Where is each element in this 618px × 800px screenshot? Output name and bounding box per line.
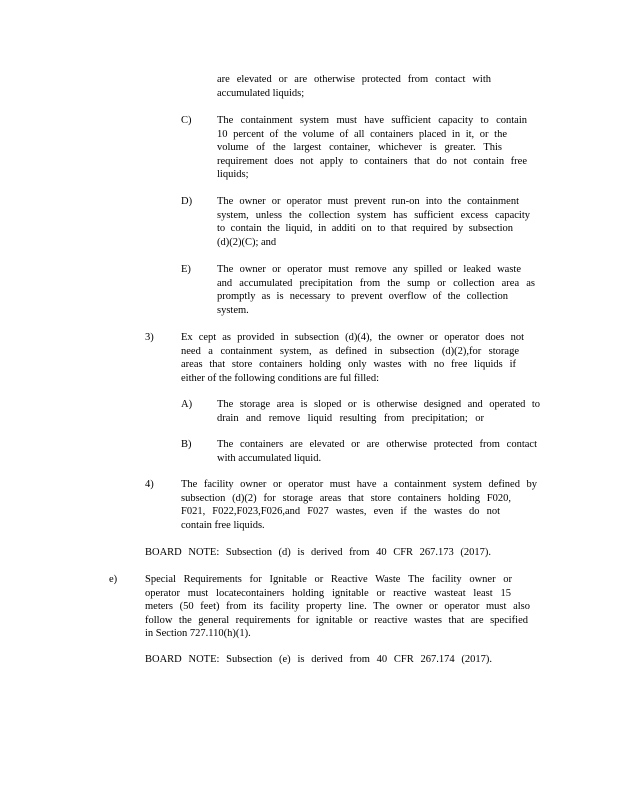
item-label-3: 3) xyxy=(145,332,154,343)
item-label-c: C) xyxy=(181,115,192,126)
text-line: contain free liquids. xyxy=(181,519,265,531)
text-line: volume of the largest container, whichever is greater. This xyxy=(217,142,502,154)
item-4-text xyxy=(181,478,537,532)
text-line: in Section 727.110(h)(1). xyxy=(145,628,251,640)
item-label-d: D) xyxy=(181,196,193,207)
text-line: subsection (d)(2) for storage areas that store containers holding F020, xyxy=(181,492,511,504)
text-line: The owner or operator must remove any spilled or leaked waste xyxy=(217,264,521,275)
text-line: F021, F022,F023,F026,and F027 wastes, even if the wastes do not xyxy=(181,506,500,518)
text-line: The storage area is sloped or is otherwise designed and operated to xyxy=(217,399,540,410)
text-line: 10 percent of the volume of all containers placed in it, or the xyxy=(217,128,507,140)
text-line: The containment system must have sufficient capacity to contain xyxy=(217,115,527,126)
text-line: system, unless the collection system has sufficient excess capacity xyxy=(217,209,530,221)
item-e-text xyxy=(217,263,535,317)
text-line: BOARD NOTE: Subsection (d) is derived from 40 CFR 267.173 (2017). xyxy=(145,547,491,558)
text-line: system. xyxy=(217,304,249,316)
text-line: with accumulated liquid. xyxy=(217,452,322,464)
text-line: either of the following conditions are ful filled: xyxy=(181,372,379,384)
item-c-text xyxy=(217,114,527,182)
item-label-4: 4) xyxy=(145,479,154,490)
item-d-text xyxy=(217,195,530,249)
text-line: requirement does not apply to containers that do not contain free xyxy=(217,155,527,167)
text-line: The facility owner or operator must have a containment system defined by xyxy=(181,479,537,490)
item-label-3b: B) xyxy=(181,439,192,450)
item-label-e: E) xyxy=(181,264,191,275)
text-line: accumulated liquids; xyxy=(217,87,305,99)
text-line: BOARD NOTE: Subsection (e) is derived from 40 CFR 267.174 (2017). xyxy=(145,654,492,665)
text-line: and accumulated precipitation from the sump or collection area as xyxy=(217,277,535,289)
text-line: (d)(2)(C); and xyxy=(217,236,277,248)
text-line: need a containment system, as defined in subsection (d)(2),for storage xyxy=(181,345,519,357)
item-label-3a: A) xyxy=(181,399,193,410)
text-line: to contain the liquid, in additi on to that required by subsection xyxy=(217,223,513,235)
item-3b-text xyxy=(217,438,537,465)
text-line: Ex cept as provided in subsection (d)(4), the owner or operator does not xyxy=(181,332,524,343)
text-line: drain and remove liquid resulting from precipitation; or xyxy=(217,412,484,424)
text-line: The containers are elevated or are otherwise protected from contact xyxy=(217,439,537,450)
text-line: operator must locatecontainers holding ignitable or reactive wasteat least 15 xyxy=(145,587,511,599)
text-line: The owner or operator must prevent run-on into the containment xyxy=(217,196,519,207)
item-3a-text xyxy=(217,398,540,425)
continued-paragraph xyxy=(217,73,491,100)
item-label-e-subsection: e) xyxy=(109,574,118,585)
text-line: are elevated or are otherwise protected from contact with xyxy=(217,74,491,85)
board-note-e xyxy=(145,653,492,667)
item-3-text xyxy=(181,331,524,385)
text-line: meters (50 feet) from its facility property line. The owner or operator must also xyxy=(145,601,530,613)
text-line: areas that store containers holding only wastes with no free liquids if xyxy=(181,359,516,371)
text-line: Special Requirements for Ignitable or Reactive Waste The facility owner or xyxy=(145,574,512,585)
text-line: promptly as is necessary to prevent overflow of the collection xyxy=(217,291,508,303)
text-line: follow the general requirements for ignitable or reactive wastes that are specified xyxy=(145,614,528,626)
board-note-d xyxy=(145,546,491,560)
item-e-subsection-text xyxy=(145,573,530,641)
text-line: liquids; xyxy=(217,169,249,181)
